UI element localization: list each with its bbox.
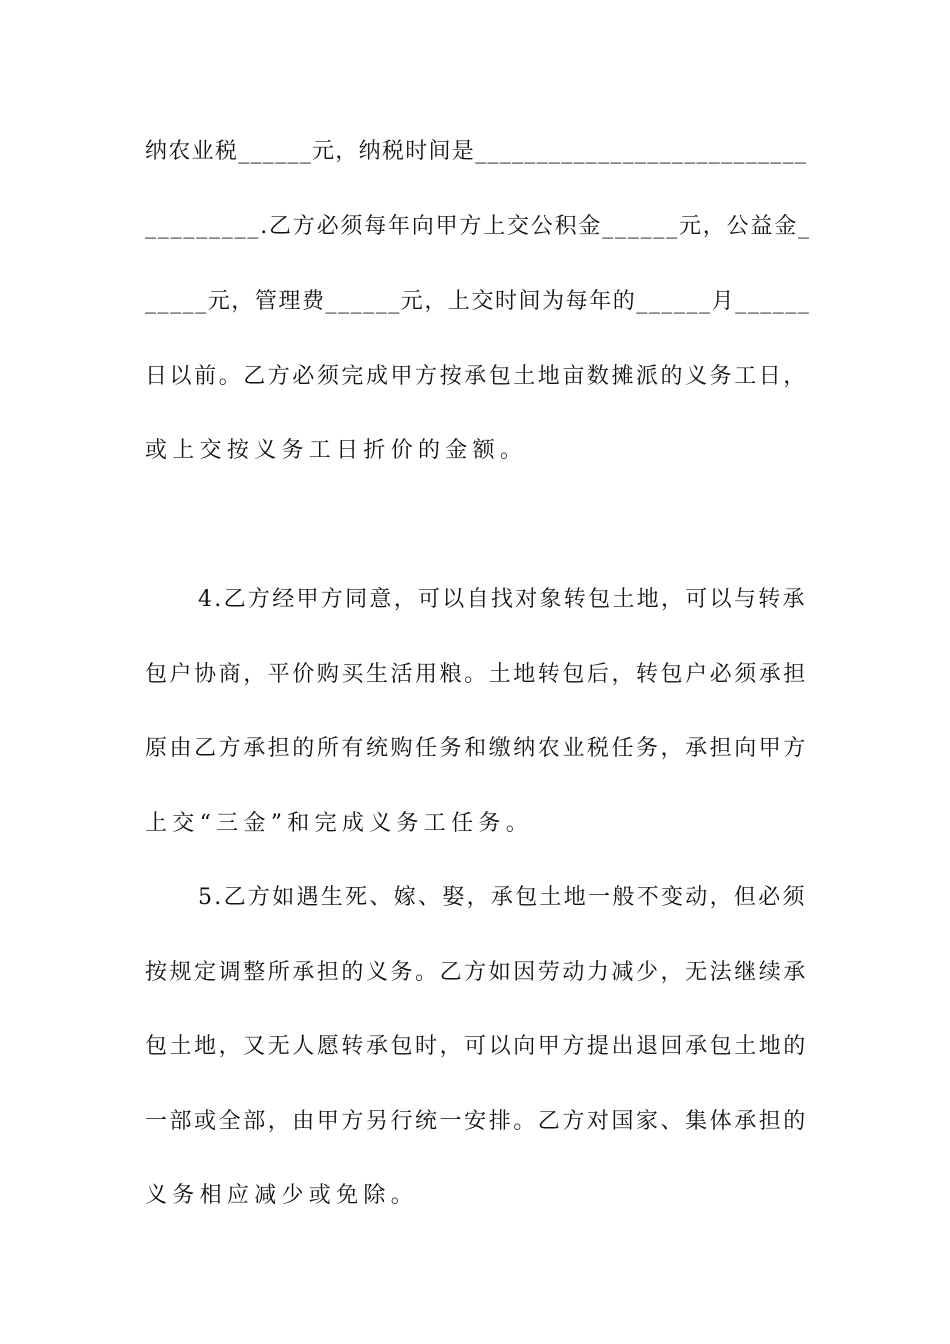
paragraph-5-line-3: 包土地，又无人愿转承包时，可以向甲方提出退回承包土地的	[145, 1034, 808, 1059]
paragraph-3-line-1: 纳农业税______元，纳税时间是___________________________	[145, 139, 808, 164]
paragraph-3-line-5: 或上交按义务工日折价的金额。	[145, 438, 528, 463]
paragraph-5-line-1: 5.乙方如遇生死、嫁、娶，承包土地一般不变动，但必须	[198, 885, 807, 910]
paragraph-5-line-2: 按规定调整所承担的义务。乙方如因劳动力减少，无法继续承	[145, 960, 808, 985]
paragraph-3-line-4: 日以前。乙方必须完成甲方按承包土地亩数摊派的义务工日，	[145, 364, 808, 389]
paragraph-4-line-4: 上交“三金”和完成义务工任务。	[145, 811, 533, 836]
paragraph-5-line-5: 义务相应减少或免除。	[145, 1183, 419, 1208]
paragraph-5-line-4: 一部或全部，由甲方另行统一安排。乙方对国家、集体承担的	[145, 1109, 808, 1134]
paragraph-4-line-3: 原由乙方承担的所有统购任务和缴纳农业税任务，承担向甲方	[145, 736, 808, 761]
paragraph-3-line-3: _____元，管理费______元，上交时间为每年的______月______	[145, 289, 811, 314]
paragraph-4-line-2: 包户协商，平价购买生活用粮。土地转包后，转包户必须承担	[145, 662, 808, 687]
paragraph-4-line-1: 4.乙方经甲方同意，可以自找对象转包土地，可以与转承	[198, 587, 807, 612]
paragraph-3-line-2: _________.乙方必须每年向甲方上交公积金______元，公益金_	[145, 214, 811, 239]
